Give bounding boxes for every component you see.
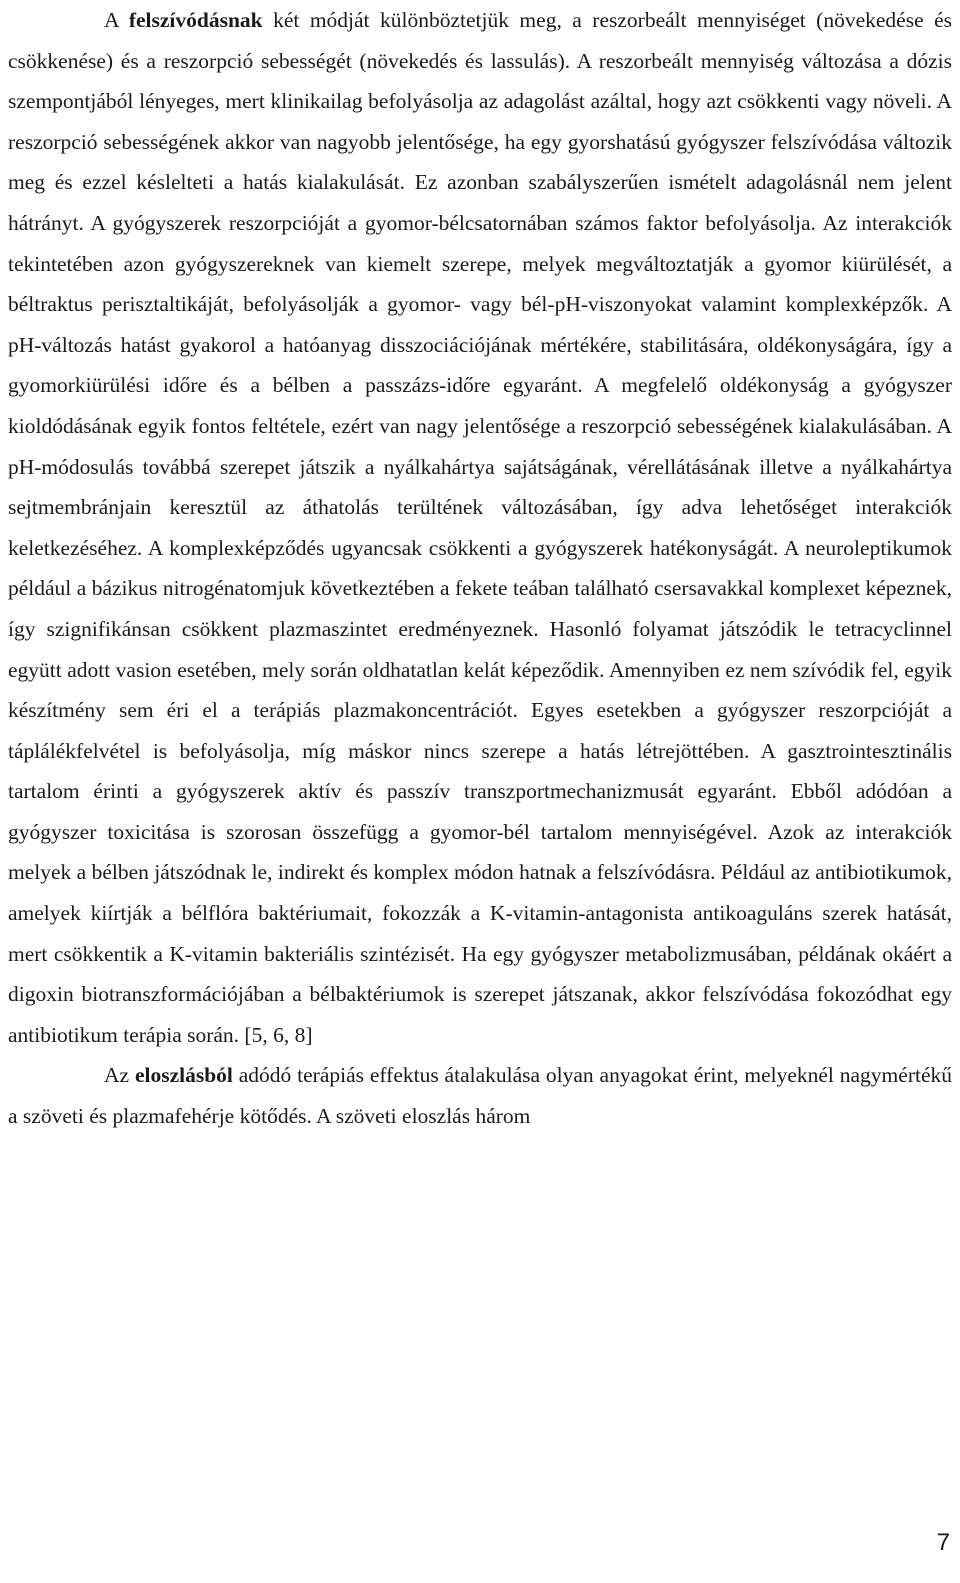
paragraph-absorption — [8, 0, 952, 1055]
paragraph-distribution — [8, 1055, 952, 1136]
paragraph-lead: A — [104, 8, 129, 32]
page-number: 7 — [936, 1529, 950, 1556]
paragraph-body: adódó terápiás effektus átalakulása olyan anyagokat érint, melyeknél nagymértékű a szöveti és plazmafehérje kötődés. A szöveti eloszlás három — [8, 1063, 952, 1129]
term-absorption: felszívódásnak — [128, 8, 263, 32]
term-distribution: eloszlásból — [134, 1063, 233, 1088]
paragraph-lead: Az — [104, 1063, 135, 1088]
paragraph-body: két módját különböztetjük meg, a reszorbeált mennyiséget (növekedése és csökkenése) és a reszorpció sebességét (növekedés és lassulás). A reszorbeált mennyiség változása a dózis szempontjából lényeges, mert klinikailag befolyásolja az adagolást azáltal, hogy azt csökkenti vagy növeli. A reszorpció sebességének akkor van nagyobb jelentősége, ha egy gyorshatású gyógyszer felszívódása változik meg és ezzel késlelteti a hatás kialakulását. Ez azonban szabályszerűen ismételt adagolásnál nem jelent hátrányt. A gyógyszerek reszorpcióját a gyomor-bélcsatornában számos faktor befolyásolja. Az interakciók tekintetében azon gyógyszereknek van kiemelt szerepe, melyek megváltoztatják a gyomor kiürülését, a béltraktus perisztaltikáját, befolyásolják a gyomor- vagy bél-pH-viszonyokat valamint komplexképzők. A pH-változás hatást gyakorol a hatóanyag disszociációjának mértékére, stabilitására, oldékonyságára, így a gyomorkiürülési időre és a bélben a passzázs-időre egyaránt. A megfelelő oldékonyság a gyógyszer kioldódásának egyik fontos feltétele, ezért van nagy jelentősége a reszorpció sebességének kialakulásában. A pH-módosulás továbbá szerepet játszik a nyálkahártya sajátságának, vérellátásának illetve a nyálkahártya sejtmembránjain keresztül az áthatolás terültének változásában, így adva lehetőséget interakciók keletkezéséhez. A komplexképződés ugyancsak csökkenti a gyógyszerek hatékonyságát. A neuroleptikumok például a bázikus nitrogénatomjuk következtében a fekete teában található csersavakkal komplexet képeznek, így szignifikánsan csökkent plazmaszintet eredményeznek. Hasonló folyamat játszódik le tetracyclinnel együtt adott vasion esetében, mely során oldhatatlan kelát képeződik. Amennyiben ez nem szívódik fel, egyik készítmény sem éri el a terápiás plazmakoncentrációt. Egyes esetekben a gyógyszer reszorpcióját a táplálékfelvétel is befolyásolja, míg máskor nincs szerepe a hatás létrejöttében. A gasztrointesztinális tartalom érinti a gyógyszerek aktív és passzív transzportmechanizmusát egyaránt. Ebből adódóan a gyógyszer toxicitása is szorosan összefügg a gyomor-bél tartalom mennyiségével. Azok az interakciók melyek a bélben játszódnak le, indirekt és komplex módon hatnak a felszívódásra. Például az antibiotikumok, amelyek kiírtják a bélflóra baktériumait, fokozzák a K-vitamin-antagonista antikoaguláns szerek hatását, mert csökkentik a K-vitamin bakteriális szintézisét. Ha egy gyógyszer metabolizmusában, példának okáért a digoxin biotranszformációjában a bélbaktériumok is szerepet játszanak, akkor felszívódása fokozódhat egy antibiotikum terápia során. [5, 6, 8] — [8, 8, 953, 1047]
document-body — [8, 0, 952, 1137]
